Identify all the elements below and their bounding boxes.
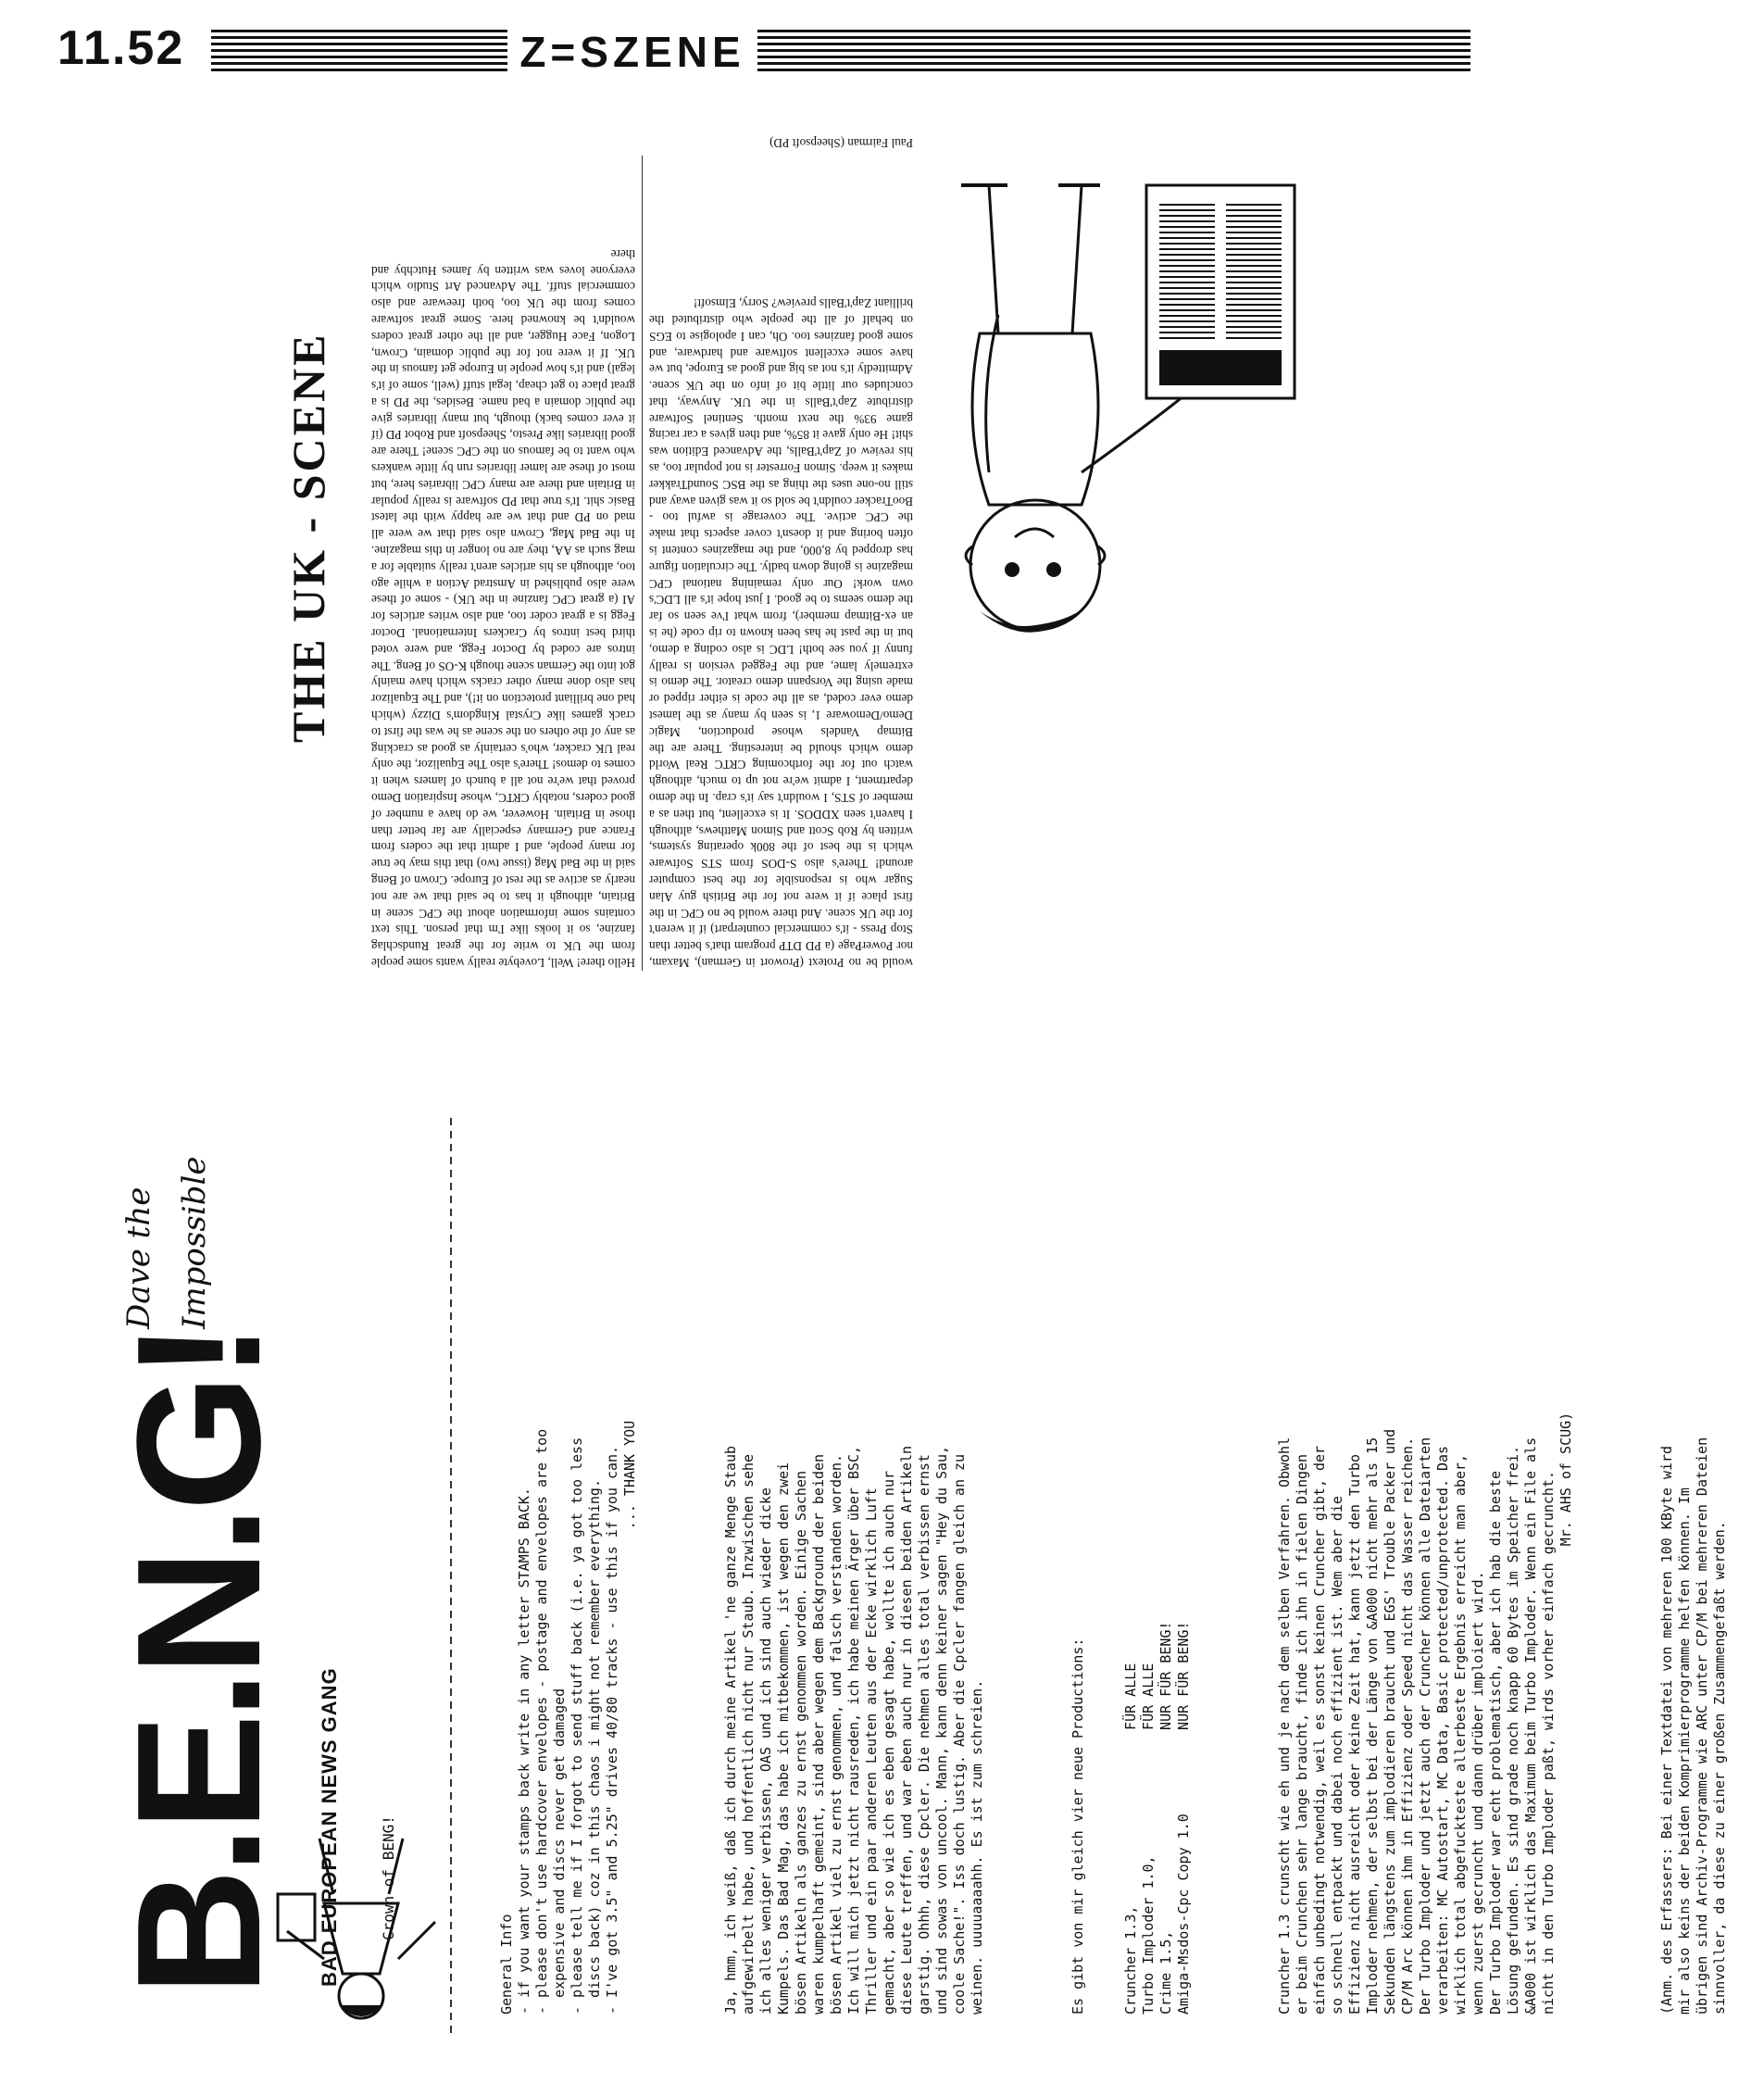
beng-logo: B.E.N.G! [101,1326,297,1996]
general-info: General Info - if you want your stamps back write in any letter STAMPS BACK. - please don't use hardcover envelopes - postage and envelopes are too expensive and discs never get damaged - please tell me if I forgot to send stuff back (i.e. ya got too less discs back) coz in this chaos i might not remember everything. - I've got 3.5" and 5.25" drives 40/80 tracks - use this if you can. ... THANK YOU [498,1420,638,2014]
article-column-2: would be no Protext (Prowort in German), Maxam, nor PowerPage (a PD DTP program that's better than Stop Press - it's commercial counterpart) if it weren't for the UK scene. And there would be no CPC in the first place if it were not for the British guy Alan Sugar who is responsible for the best computer around! There's also S-DOS from STS Software which is the best of the 800k operating systems, written by Rob Scott and Simon Matthews, although I haven't seen XDDOS. It is excellent, but then as a member of STS, I wouldn't say it's crap. In the demo department, I admit we're not up to much, although watch out for the forthcoming CRTC Real World demo which should be interesting. There are the Bitmap Vandels whose production, Magic Demo/Demoware 1, is seen by many as the lamest demo ever coded, as all the code is either ripped or made using the Vorspann demo creator. The demo is extremely lame, and the Fegged version is really funny if you see both! LDC is also coding a demo, but in the past he has been known to rip code (he is an ex-Bitmap member), from what I've seen so far the demo seems to be good. I just hope it's all LDC's own work! Our only remaining national CPC magazine is going down badly. The circulation figure has dropped by 8,000, and the magazines content is often boring and it doesn't cover aspects that make the CPC active. The coverage is awful too - BooTracker couldn't be sold so it was given away and still no-one uses the thing as the BSC SoundTrakker makes it weep. Simon Forrester is not popular too, as his review of Zap't'Balls, the Advanced Edition was shit! He only gave it 85%, and then gives a car racing game 93% the next month. Sentinel Software distribute Zap't'Balls in the UK. Anyway, that concludes our little bit of info on the UK scene. Admittedly it's not as big and good as Europe, but we have some excellent software and hardware, and some good fanzines too. Oh, can I apologise to EGS on behalf of all the people who distributed the brilliant Zap't'Balls preview? Sorry, Elmsoft! [649,296,913,970]
beng-byline: Crown of BENG! [380,1815,397,1940]
uk-scene-article [248,93,1332,982]
paragraph-cruncher: Cruncher 1.3 crunscht wie eh und je nach dem selben Verfahren. Obwohl er beim Crunchen sehr lange braucht, finde ich ihn in fielen Dingen einfach unbedingt notwendig, weil es sonst keinen Cruncher gibt, der so schnell entpackt und dabei noch effizient ist. Wem aber die Effizienz nicht ausreicht oder keine Zeit hat, kann jetzt den Turbo Imploder nehmen, der selbst bei der Länge von &A000 nicht mehr als 15 Sekunden längstens zum implodieren braucht und EGS' Trouble Packer und CP/M Arc können ihm in Effizienz oder Speed nicht das Wasser reichen. Der Turbo Imploder und jetzt auch der Cruncher können alle Dateiarten verarbeiten: MC Autostart, MC Data, Basic protected/unprotected. Das wirklich total abgefuckteste allerbeste Ergebnis erreicht man aber, wenn zuerst gecruncht und dann drüber imploiert wird. Der Turbo Imploder war echt problematisch, aber ich hab die beste Lösung gefunden. Es sind grade noch knapp 60 Bytes im Speicher frei. &A000 ist wirklich das Maximum beim Turbo Imploder. Wenn ein File als nicht in den Turbo Imploder paßt, wirds vorher einfach gecruncht. Mr. AHS of SCUG) [1276,1412,1574,2014]
column-divider [642,156,643,971]
article-column-1: Hello there! Well, Lovebyte really wants some people from the UK to write for the great Rundschlag fanzine, so it looks like I'm that person. This text contains some information about the CPC scene in Britain, although it has to be said that we are not nearly as active as the rest of Europe. Crown of Beng said in the Bad Mag (issue two) that this may be true for many people, and I admit that the coders from France and Germany especially are far better than those in Britain. However, we do have a number of good coders, notably CRTC, whose Inspiration Demo proved that we're not all a bunch of lamers when it comes to demos! There's also The Equalizor, the only real UK cracker, who's certainly as good as cracking as any of the others on the scene as he was the first to crack games like Crystal Kingdom's Dizzy (which had one brilliant protection on it!), and The Equalizor has also done many other cracks which have mainly got into the German scene though K-OS of Beng. The intros are coded by Doctor Fegg, and were voted third best intros by Crackers International. Doctor Fegg is a great coder too, and also writes articles for AI (a great CPC fanzine in the UK) - some of these were also published in Amstrad Action a while ago too, although as his articles aren't really suitable for a mag such as AA, they are no longer in this magazine. In the Bad Mag, Crown also said that we were all mad on PD and that we are happy with the latest Basic shit. It's true that PD software is really popular in Britain and there are many CPC libraries here, but most of these are lamer libraries run by little wankers who want to be famous on the CPC scene! There are good libraries like Presto, Sheepsoft and Robot PD (if it ever comes back) though, but many libraries give the public domain a bad name. Besides, the PD is a great place to get cheap, legal stuff (well, some of it's legal) and it's how people in Europe get famous in the UK. If it were not for the public domain, Crown, Logon, Face Hugger, and all the other great coders wouldn't be knowned here. Some great software comes from the UK too, both freeware and also commercial stuff. The Advanced Art Studio which everyone loves was written by James Hutchby and there [371,246,635,970]
article-title: THE UK - SCENE [282,332,334,743]
worker-illustration [269,1829,454,2033]
newspaper-reader-illustration [924,111,1313,667]
paragraph-note: (Anm. des Erfassers: Bei einer Textdatei von mehreren 100 KByte wird mir also keins der beiden Komprimierprogramme helfen können. Im übrigen sind Archiv-Programme wie ARC unter CP/M bei mehreren Dateien sinnvoller, da diese zu einer großen Zusammengefaßt werden. [1658,1437,1728,2014]
beng-tagline: BAD EUROPEAN NEWS GANG [318,1667,341,1987]
article-signature: Paul Fairman (Sheepsoft PD) [769,136,913,150]
paragraph-apology: Ja, hmm, ich weiß, daß ich durch meine Artikel 'ne ganze Menge Staub aufgewirbelt habe, und hoffentlich nicht nur Staub. Inzwischen sehe ich alles weniger verbissen, OAS und ich sind auch wieder dicke Kumpels. Das Bad Mag, das habe ich mitbekommen, ist wegen den zwei bösen Artikeln als ganzes zu ernst genommen worden. Einige Sachen waren kumpelhaft gemeint, sind aber wegen dem Background der beiden bösen Artikel viel zu ernst genommen, und falsch verstanden worden. Ich will mich jetzt nicht rausreden, ich habe meinen Ärger über BSC, Thriller und ein paar anderen Leuten aus der Ecke wirklich Luft gemacht, aber so wie ich es eben gesagt habe, wollte ich auch nur diese Leute treffen, und war eben auch nur in diesen beiden Artikeln garstig. Ohhh, diese Cpcler. Die nehmen alles total verbissen ernst und sind sowas von uncool. Mann, kann denn keiner sagen "Hey du Sau, coole Sache!". Iss doch lustig. Aber die Cpcler fangen gleich an zu weinen. uuuuaaaahh. Es ist zum schreien. [722,1445,985,2014]
productions-intro: Es gibt von mir gleich vier neue Productions: [1070,1638,1086,2014]
page-number: 11.52 [57,21,185,75]
header-rule [211,30,1470,74]
beng-script-title: Dave the Impossible [120,1156,213,1329]
productions-list: Cruncher 1.3, FÜR ALLE Turbo Imploder 1.0, FÜR ALLE Crime 1.5, NUR FÜR BENG! Amiga-Msdos-Cpc Copy 1.0 NUR FÜR BENG! [1122,1621,1192,2014]
section-title: Z=SZENE [507,28,757,76]
beng-article [74,1098,1728,2033]
beng-body-text [463,1098,1728,2014]
